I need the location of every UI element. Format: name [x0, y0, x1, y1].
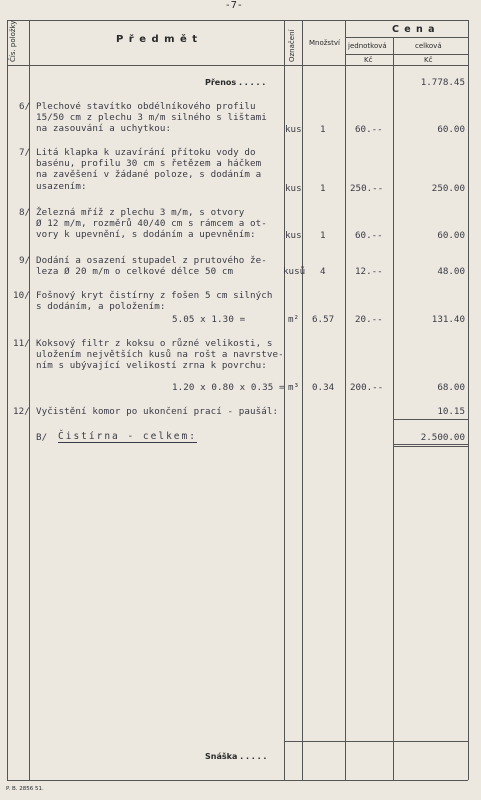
divider-quantity — [345, 20, 346, 780]
divider-unit — [302, 20, 303, 780]
item-unit-price: 12.-- — [355, 266, 383, 277]
item-quantity: 1 — [320, 124, 326, 135]
item-line: 15/50 cm z plechu 3 m/m silného s lištami — [36, 112, 267, 123]
header-quantity: Množství — [309, 39, 340, 47]
item-line: vory k upevnění, s dodáním a upevněním: — [36, 229, 256, 240]
item-line: Vyčistění komor po ukončení prací - paušál: — [36, 406, 279, 417]
divider-price — [393, 37, 394, 780]
carry-forward-total: 1.778.45 — [420, 77, 465, 88]
table-border-right — [468, 20, 469, 780]
item-line: Koksový filtr z koksu o různé velikosti, s — [36, 338, 273, 349]
item-line: na zasouvání a uchytkou: — [36, 123, 172, 134]
item-unit: kus — [285, 230, 302, 241]
item-line: usazením: — [36, 181, 87, 192]
item-total: 68.00 — [437, 382, 465, 393]
item-unit: m² — [288, 314, 300, 325]
item-total: 131.40 — [431, 314, 465, 325]
item-unit: m³ — [288, 382, 300, 393]
item-unit-price: 250.-- — [350, 183, 384, 194]
item-line: leza Ø 20 m/m o celkové délce 50 cm — [36, 266, 234, 277]
price-header-rule — [345, 37, 468, 38]
item-number: 6/ — [19, 101, 31, 112]
item-unit: kus — [285, 124, 302, 135]
item-total: 60.00 — [437, 230, 465, 241]
item-line: Dodání a osazení stupadel z prutového že- — [36, 255, 267, 266]
item-unit-price: 60.-- — [355, 124, 383, 135]
header-total-price: celková — [415, 42, 442, 50]
item-number: 11/ — [13, 338, 30, 349]
item-total: 48.00 — [437, 266, 465, 277]
item-line: basénu, profilu 30 cm s řetězem a háčkem — [36, 158, 262, 169]
item-total: 250.00 — [431, 183, 465, 194]
item-formula: 1.20 x 0.80 x 0.35 = — [172, 382, 285, 393]
item-quantity: 1 — [320, 183, 326, 194]
item-number: 9/ — [19, 255, 31, 266]
subtotal-prefix: B/ — [36, 432, 48, 443]
item-unit-price: 60.-- — [355, 230, 383, 241]
item-line: Železná mříž z plechu 3 m/m, s otvory — [36, 207, 245, 218]
item-number: 7/ — [19, 147, 31, 158]
item-line: Fošnový kryt čistírny z fošen 5 cm silných — [36, 290, 273, 301]
subtotal-rule-2 — [393, 446, 468, 447]
item-line: na zavěšení v žádané poloze, s dodáním a — [36, 169, 262, 180]
header-item-no: Čís. položky — [9, 20, 17, 62]
header-currency-total: Kč — [424, 56, 433, 64]
item-number: 10/ — [13, 290, 30, 301]
subtotal-total: 2.500.00 — [420, 432, 465, 443]
currency-header-rule — [345, 54, 468, 55]
item-formula: 5.05 x 1.30 = — [172, 314, 246, 325]
item-unit-price: 200.-- — [350, 382, 384, 393]
item-number: 8/ — [19, 207, 31, 218]
print-code: P. B. 2856 51. — [6, 786, 44, 792]
header-bottom-rule — [7, 65, 468, 66]
item-total: 10.15 — [437, 406, 465, 417]
item-quantity: 0.34 — [312, 382, 335, 393]
item-line: Ø 12 m/m, rozměrů 40/40 cm s rámcem a ot- — [36, 218, 267, 229]
table-border-bottom — [7, 780, 468, 781]
header-currency-unit: Kč — [364, 56, 373, 64]
item-quantity: 4 — [320, 266, 326, 277]
item-line: uložením největších kusů na rošt a navrstve- — [36, 349, 284, 360]
header-unit: Označení — [288, 29, 296, 62]
table-border-top — [7, 20, 468, 21]
item-number: 12/ — [13, 406, 30, 417]
item-total: 60.00 — [437, 124, 465, 135]
footer-carry-label: Snáška . . . . . — [205, 752, 267, 761]
item-unit-price: 20.-- — [355, 314, 383, 325]
item-line: Plechové stavítko obdélníkového profilu — [36, 101, 256, 112]
item-quantity: 1 — [320, 230, 326, 241]
item-unit: kusů — [283, 266, 306, 277]
header-unit-price: jednotková — [348, 42, 387, 50]
subtotal-label: Čistírna - celkem: — [58, 431, 197, 442]
page-number: -7- — [226, 0, 243, 11]
divider-itemno — [29, 20, 30, 780]
footer-rule-top — [284, 741, 468, 742]
item-line: s dodáním, a položením: — [36, 301, 166, 312]
item-unit: kus — [285, 183, 302, 194]
sum-rule-top — [393, 419, 468, 420]
header-price: C e n a — [392, 24, 436, 35]
item-quantity: 6.57 — [312, 314, 335, 325]
subtotal-rule-1 — [393, 444, 468, 445]
item-line: Litá klapka k uzavírání přítoku vody do — [36, 147, 256, 158]
carry-forward-label: Přenos . . . . . — [205, 78, 266, 87]
header-subject: P ř e d m ě t — [116, 34, 199, 45]
item-line: ním s ubývající velikostí zrna k povrchu: — [36, 360, 267, 371]
table-border-left — [7, 20, 8, 780]
